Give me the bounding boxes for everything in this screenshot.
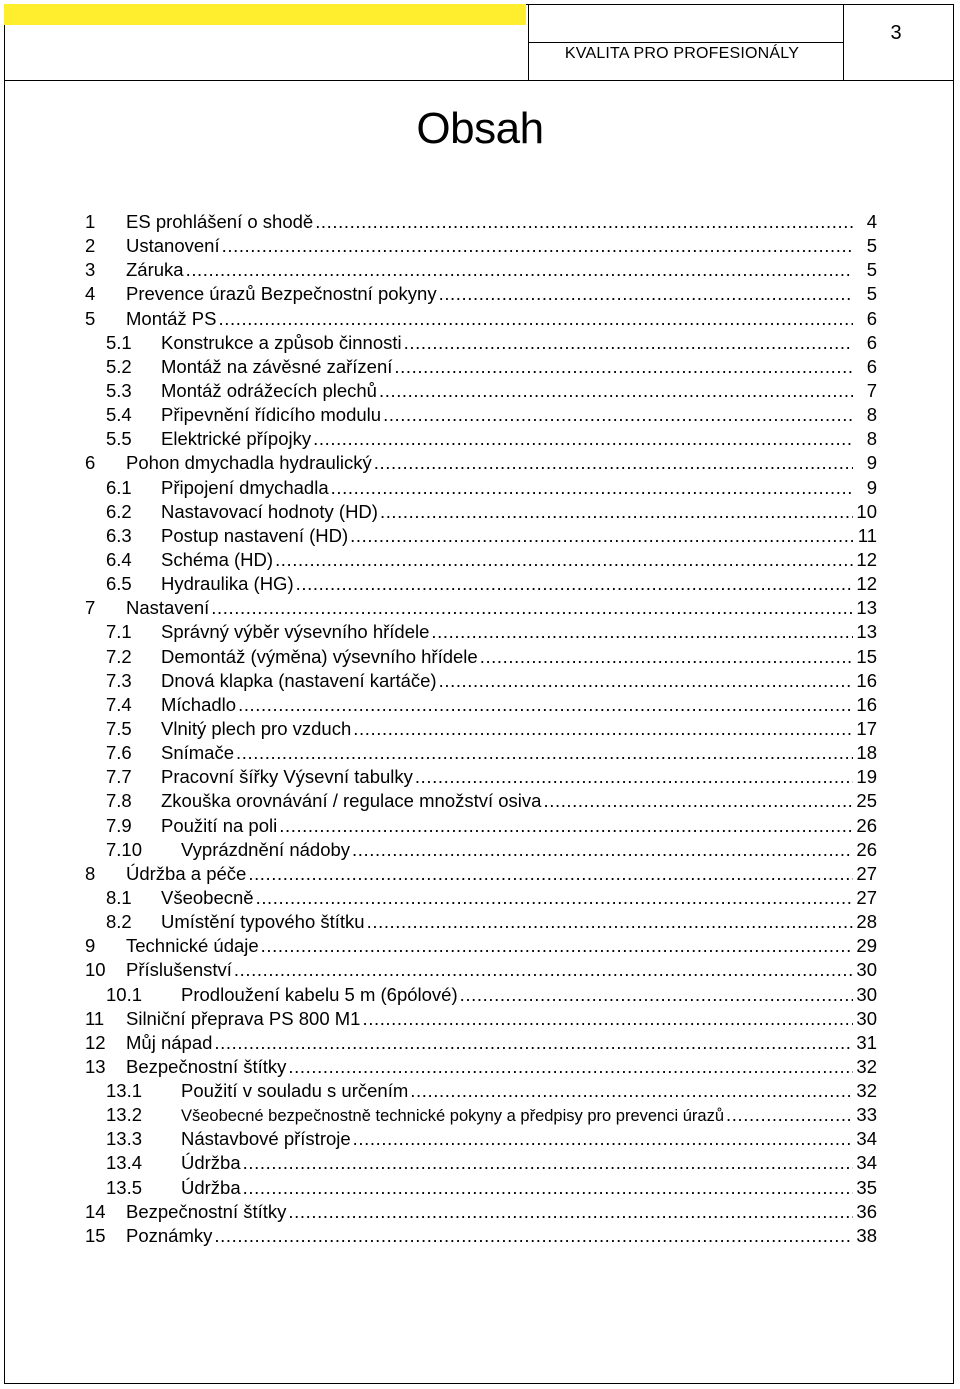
toc-entry-page: 30 xyxy=(856,959,877,981)
toc-entry-number: 13.4 xyxy=(106,1152,143,1174)
toc-entry[interactable] xyxy=(85,934,877,958)
toc-entry-label: Údržba xyxy=(181,1176,241,1198)
toc-entry-number: 6 xyxy=(85,452,96,474)
toc-entry-page: 19 xyxy=(856,766,877,788)
toc-dot-leader xyxy=(219,307,854,331)
header-accent-bar xyxy=(4,4,526,25)
toc-entry-number: 7.3 xyxy=(106,669,132,691)
toc-entry[interactable] xyxy=(85,1200,877,1224)
toc-entry-label: Příslušenství xyxy=(126,959,232,981)
toc-dot-leader xyxy=(236,741,853,765)
toc-entry[interactable] xyxy=(85,620,877,644)
toc-dot-leader xyxy=(296,572,853,596)
toc-entry[interactable] xyxy=(85,500,877,524)
toc-entry-page: 36 xyxy=(856,1200,877,1222)
toc-entry-label: Nastavovací hodnoty (HD) xyxy=(161,500,378,522)
toc-entry[interactable] xyxy=(85,1127,877,1151)
toc-entry-number: 2 xyxy=(85,235,96,257)
header-divider xyxy=(4,80,954,81)
toc-entry-number: 12 xyxy=(85,1031,106,1053)
toc-entry[interactable] xyxy=(85,234,877,258)
toc-entry-page: 32 xyxy=(856,1055,877,1077)
toc-entry-label: Dnová klapka (nastavení kartáče) xyxy=(161,669,437,691)
toc-entry-label: Připevnění řídicího modulu xyxy=(161,404,382,426)
toc-entry[interactable] xyxy=(85,548,877,572)
toc-entry-page: 32 xyxy=(856,1080,877,1102)
toc-entry[interactable] xyxy=(85,862,877,886)
toc-entry[interactable] xyxy=(85,596,877,620)
toc-entry-label: Poznámky xyxy=(126,1224,213,1246)
toc-entry[interactable] xyxy=(85,910,877,934)
toc-entry-page: 26 xyxy=(856,838,877,860)
toc-dot-leader xyxy=(211,596,853,620)
toc-entry-label: Všeobecně xyxy=(161,886,254,908)
toc-entry-number: 6.1 xyxy=(106,476,132,498)
toc-dot-leader xyxy=(243,1151,853,1175)
toc-entry[interactable] xyxy=(85,258,877,282)
toc-entry[interactable] xyxy=(85,886,877,910)
toc-entry[interactable] xyxy=(85,355,877,379)
toc-entry-label: Postup nastavení (HD) xyxy=(161,524,349,546)
toc-entry-page: 13 xyxy=(856,621,877,643)
toc-entry-number: 13 xyxy=(85,1055,106,1077)
toc-entry[interactable] xyxy=(85,379,877,403)
table-of-contents xyxy=(85,210,877,1248)
toc-entry[interactable] xyxy=(85,1151,877,1175)
toc-entry-label: Pohon dmychadla hydraulický xyxy=(126,452,372,474)
toc-dot-leader xyxy=(234,958,853,982)
toc-entry-page: 5 xyxy=(866,235,877,257)
toc-dot-leader xyxy=(279,814,853,838)
toc-entry-number: 4 xyxy=(85,283,96,305)
toc-entry-label: Míchadlo xyxy=(161,693,237,715)
toc-entry-label: Prevence úrazů Bezpečnostní pokyny xyxy=(126,283,437,305)
toc-entry[interactable] xyxy=(85,741,877,765)
toc-entry-page: 38 xyxy=(856,1224,877,1246)
toc-entry[interactable] xyxy=(85,476,877,500)
toc-dot-leader xyxy=(480,645,853,669)
toc-entry[interactable] xyxy=(85,814,877,838)
toc-entry-number: 7.5 xyxy=(106,717,132,739)
toc-entry-page: 34 xyxy=(856,1152,877,1174)
toc-entry[interactable] xyxy=(85,572,877,596)
toc-entry-label: Prodloužení kabelu 5 m (6pólové) xyxy=(181,983,458,1005)
toc-entry-label: Montáž odrážecích plechů xyxy=(161,379,377,401)
toc-dot-leader xyxy=(726,1103,853,1127)
toc-entry-page: 16 xyxy=(856,693,877,715)
toc-entry-number: 9 xyxy=(85,935,96,957)
toc-entry[interactable] xyxy=(85,983,877,1007)
toc-dot-leader xyxy=(214,1031,853,1055)
toc-entry-page: 26 xyxy=(856,814,877,836)
toc-entry-label: Údržba xyxy=(181,1152,241,1174)
toc-entry-label: Bezpečnostní štítky xyxy=(126,1055,287,1077)
toc-entry-page: 9 xyxy=(866,476,877,498)
toc-dot-leader xyxy=(394,355,853,379)
toc-dot-leader xyxy=(313,427,853,451)
toc-entry-page: 16 xyxy=(856,669,877,691)
toc-dot-leader xyxy=(410,1079,853,1103)
toc-entry-label: Připojení dmychadla xyxy=(161,476,329,498)
toc-entry-page: 17 xyxy=(856,717,877,739)
toc-dot-leader xyxy=(431,620,853,644)
toc-entry-label: Všeobecné bezpečnostně technické pokyny a předpisy pro prevenci úrazů xyxy=(181,1107,725,1126)
toc-dot-leader xyxy=(439,282,853,306)
toc-entry-page: 10 xyxy=(856,500,877,522)
toc-entry[interactable] xyxy=(85,210,877,234)
toc-entry-number: 11 xyxy=(85,1007,105,1029)
toc-entry-page: 11 xyxy=(857,524,877,546)
toc-entry[interactable] xyxy=(85,958,877,982)
brand-slogan: KVALITA PRO PROFESIONÁLY xyxy=(564,45,800,62)
toc-dot-leader xyxy=(543,789,853,813)
toc-entry-label: Záruka xyxy=(126,259,184,281)
toc-entry-page: 6 xyxy=(866,307,877,329)
toc-entry-page: 6 xyxy=(866,355,877,377)
toc-entry-number: 13.5 xyxy=(106,1176,143,1198)
toc-dot-leader xyxy=(288,1200,853,1224)
toc-entry-number: 7.6 xyxy=(106,742,132,764)
toc-dot-leader xyxy=(460,983,853,1007)
toc-entry-number: 6.4 xyxy=(106,548,132,570)
toc-entry-page: 12 xyxy=(856,548,877,570)
toc-entry-page: 30 xyxy=(856,1007,877,1029)
toc-entry-page: 18 xyxy=(856,742,877,764)
toc-entry-page: 31 xyxy=(856,1031,877,1053)
toc-entry-number: 1 xyxy=(85,211,96,232)
toc-entry-page: 5 xyxy=(866,259,877,281)
toc-dot-leader xyxy=(374,451,853,475)
toc-entry-number: 7.4 xyxy=(106,693,132,715)
toc-entry-number: 3 xyxy=(85,259,96,281)
toc-entry-label: Vlnitý plech pro vzduch xyxy=(161,717,352,739)
toc-entry[interactable] xyxy=(85,427,877,451)
page-title: Obsah xyxy=(416,104,544,153)
toc-entry-number: 14 xyxy=(85,1200,106,1222)
toc-entry-label: Schéma (HD) xyxy=(161,548,274,570)
toc-entry-number: 7.1 xyxy=(106,621,132,643)
toc-dot-leader xyxy=(248,862,853,886)
toc-entry-number: 5.3 xyxy=(106,379,132,401)
toc-dot-leader xyxy=(261,934,853,958)
toc-dot-leader xyxy=(243,1176,853,1200)
toc-entry-label: Ustanovení xyxy=(126,235,220,257)
toc-entry[interactable] xyxy=(85,1055,877,1079)
toc-entry-label: Silniční přeprava PS 800 M1 xyxy=(126,1007,361,1029)
toc-entry-label: Demontáž (výměna) výsevního hřídele xyxy=(161,645,478,667)
toc-dot-leader xyxy=(383,403,853,427)
toc-entry-page: 25 xyxy=(856,790,877,812)
toc-entry-label: Nastavení xyxy=(126,597,210,619)
toc-entry[interactable] xyxy=(85,1007,877,1031)
toc-entry-page: 34 xyxy=(856,1128,877,1150)
toc-entry-number: 7 xyxy=(85,597,96,619)
toc-entry[interactable] xyxy=(85,1079,877,1103)
toc-entry-label: Montáž PS xyxy=(126,307,217,329)
toc-entry-label: Konstrukce a způsob činnosti xyxy=(161,331,402,353)
toc-entry[interactable] xyxy=(85,669,877,693)
toc-entry[interactable] xyxy=(85,1031,877,1055)
toc-entry-page: 9 xyxy=(866,452,877,474)
toc-entry-label: Nástavbové přístroje xyxy=(181,1128,351,1150)
toc-entry-page: 12 xyxy=(856,573,877,595)
toc-entry-number: 7.10 xyxy=(106,838,143,860)
toc-entry-label: Technické údaje xyxy=(126,935,259,957)
toc-entry[interactable] xyxy=(85,645,877,669)
toc-dot-leader xyxy=(238,693,853,717)
toc-entry-number: 8.1 xyxy=(106,886,132,908)
toc-entry-number: 5 xyxy=(85,307,96,329)
toc-dot-leader xyxy=(379,379,853,403)
toc-entry-number: 5.4 xyxy=(106,404,132,426)
toc-entry-page: 4 xyxy=(866,211,877,232)
toc-entry[interactable] xyxy=(85,451,877,475)
toc-entry-label: Použití na poli xyxy=(161,814,278,836)
toc-dot-leader xyxy=(415,765,853,789)
toc-entry[interactable] xyxy=(85,717,877,741)
toc-entry-number: 10 xyxy=(85,959,106,981)
toc-entry-number: 5.2 xyxy=(106,355,132,377)
header-divider xyxy=(528,42,844,43)
toc-entry-number: 7.9 xyxy=(106,814,132,836)
toc-dot-leader xyxy=(350,524,853,548)
toc-entry[interactable] xyxy=(85,838,877,862)
toc-entry-number: 7.8 xyxy=(106,790,132,812)
toc-entry-page: 8 xyxy=(866,404,877,426)
toc-entry-page: 6 xyxy=(866,331,877,353)
toc-entry-label: ES prohlášení o shodě xyxy=(126,211,314,232)
toc-entry-label: Umístění typového štítku xyxy=(161,911,365,933)
toc-entry-number: 15 xyxy=(85,1224,106,1246)
toc-dot-leader xyxy=(367,910,853,934)
toc-entry-number: 8.2 xyxy=(106,911,132,933)
toc-entry-number: 6.2 xyxy=(106,500,132,522)
toc-entry-number: 6.5 xyxy=(106,573,132,595)
toc-entry[interactable] xyxy=(85,1224,877,1248)
toc-entry-label: Použití v souladu s určením xyxy=(181,1080,409,1102)
toc-dot-leader xyxy=(352,838,853,862)
toc-entry-number: 13.2 xyxy=(106,1104,143,1126)
toc-entry-number: 7.7 xyxy=(106,766,132,788)
toc-dot-leader xyxy=(256,886,853,910)
toc-dot-leader xyxy=(353,717,853,741)
toc-entry-label: Pracovní šířky Výsevní tabulky xyxy=(161,766,413,788)
toc-dot-leader xyxy=(439,669,853,693)
toc-entry-number: 8 xyxy=(85,862,96,884)
toc-dot-leader xyxy=(362,1007,853,1031)
toc-entry-number: 10.1 xyxy=(106,983,143,1005)
toc-entry[interactable] xyxy=(85,693,877,717)
toc-entry-label: Snímače xyxy=(161,742,235,764)
toc-entry-label: Hydraulika (HG) xyxy=(161,573,294,595)
toc-entry-number: 5.5 xyxy=(106,428,132,450)
page-header xyxy=(4,4,954,80)
toc-entry-page: 27 xyxy=(856,862,877,884)
toc-entry[interactable] xyxy=(85,282,877,306)
toc-entry-page: 7 xyxy=(866,379,877,401)
page-number: 3 xyxy=(890,22,902,44)
toc-dot-leader xyxy=(214,1224,853,1248)
toc-entry[interactable] xyxy=(85,403,877,427)
toc-dot-leader xyxy=(275,548,853,572)
toc-entry-number: 13.1 xyxy=(106,1080,143,1102)
toc-entry-number: 7.2 xyxy=(106,645,132,667)
toc-entry[interactable] xyxy=(85,765,877,789)
toc-entry-page: 33 xyxy=(856,1104,877,1126)
toc-entry-label: Montáž na závěsné zařízení xyxy=(161,355,393,377)
toc-dot-leader xyxy=(288,1055,853,1079)
toc-entry[interactable] xyxy=(85,331,877,355)
toc-dot-leader xyxy=(404,331,853,355)
toc-entry-number: 6.3 xyxy=(106,524,132,546)
toc-entry-label: Vyprázdnění nádoby xyxy=(181,838,351,860)
toc-entry-page: 15 xyxy=(856,645,877,667)
toc-entry-label: Údržba a péče xyxy=(126,862,247,884)
toc-dot-leader xyxy=(331,476,853,500)
toc-entry[interactable] xyxy=(85,1176,877,1200)
toc-entry-page: 5 xyxy=(866,283,877,305)
toc-entry-label: Elektrické přípojky xyxy=(161,428,312,450)
toc-entry-page: 35 xyxy=(856,1176,877,1198)
toc-entry-page: 13 xyxy=(856,597,877,619)
toc-entry-page: 30 xyxy=(856,983,877,1005)
toc-entry-label: Můj nápad xyxy=(126,1031,213,1053)
toc-entry-number: 5.1 xyxy=(106,331,132,353)
toc-entry-label: Zkouška orovnávání / regulace množství osiva xyxy=(161,790,542,812)
toc-entry-page: 27 xyxy=(856,886,877,908)
toc-entry[interactable] xyxy=(85,789,877,813)
toc-entry-page: 28 xyxy=(856,911,877,933)
toc-dot-leader xyxy=(353,1127,853,1151)
toc-entry-page: 29 xyxy=(856,935,877,957)
toc-entry-label: Správný výběr výsevního hřídele xyxy=(161,621,430,643)
toc-dot-leader xyxy=(315,210,853,234)
toc-entry[interactable] xyxy=(85,307,877,331)
toc-dot-leader xyxy=(380,500,853,524)
toc-entry-number: 13.3 xyxy=(106,1128,143,1150)
toc-entry-page: 8 xyxy=(866,428,877,450)
toc-dot-leader xyxy=(222,234,853,258)
toc-entry[interactable] xyxy=(85,1103,877,1127)
toc-entry[interactable] xyxy=(85,524,877,548)
toc-entry-label: Bezpečnostní štítky xyxy=(126,1200,287,1222)
toc-dot-leader xyxy=(186,258,853,282)
